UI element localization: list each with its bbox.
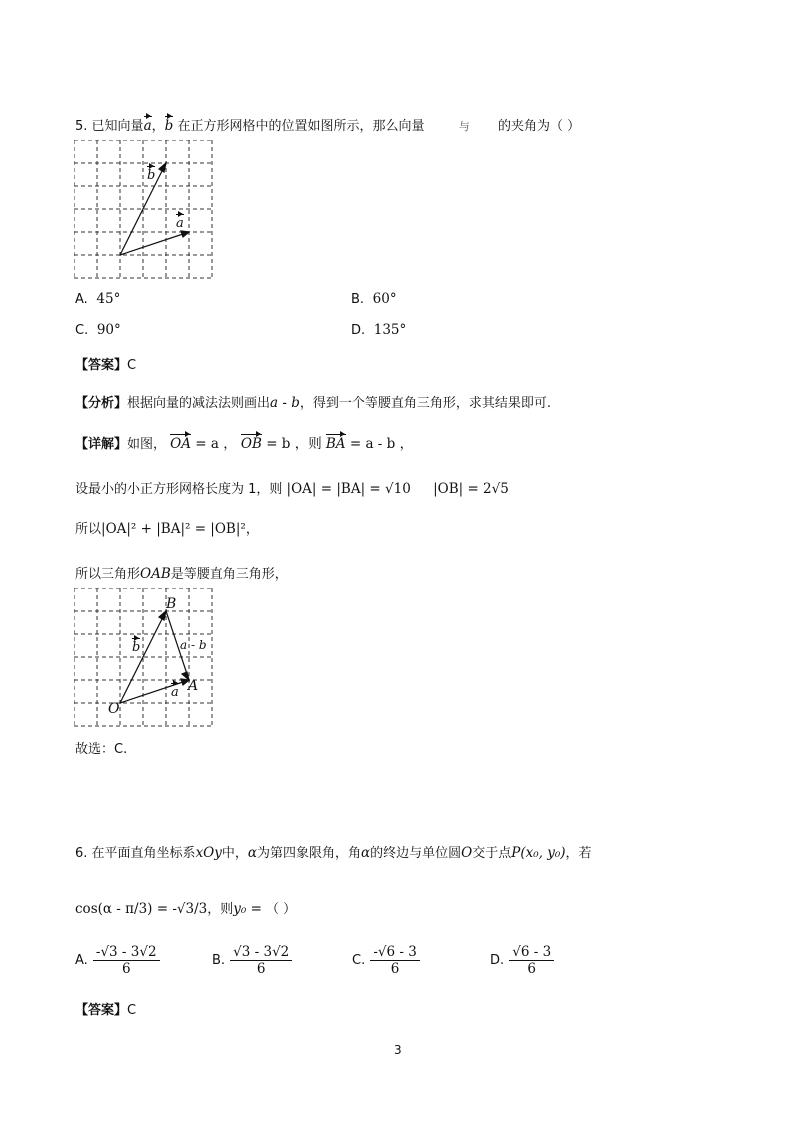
q5-figure-2 xyxy=(74,588,214,728)
q5-conclusion: 故选：C. xyxy=(75,742,128,757)
fig2-label-A: A xyxy=(188,678,199,694)
vector-a: a xyxy=(143,118,152,134)
cos-condition: cos(α - π/3) = -√3/3 xyxy=(75,901,208,917)
q5-stem-part2: 在正方形网格中的位置如图所示，那么向量 xyxy=(177,119,425,134)
fig2-vector-b-arrowhead xyxy=(159,611,166,620)
q5-stem-part1: 已知向量 xyxy=(91,119,144,134)
q6-option-c: C. $\frac{-√6 - 3}{6}$ xyxy=(352,944,420,977)
q5-detail-line2: 设最小的小正方形网格长度为 1，则 |OA| = |BA| = √10 |OB| = 2√5 xyxy=(75,481,509,497)
fig1-label-a: a xyxy=(176,216,184,231)
q5-garbled-char: 与 xyxy=(458,120,470,133)
q6-stem: 6. 在平面直角坐标系xOy中，α为第四象限角，角α的终边与单位圆O交于点P(x₀, y₀)，若 xyxy=(75,845,592,861)
q5-answer: 【答案】C xyxy=(75,358,137,373)
fig1-vector-b-arrowhead xyxy=(159,163,166,172)
vector-b: b xyxy=(164,118,174,134)
fig2-label-a-minus-b: a - b xyxy=(180,638,207,652)
q5-detail-line3: 所以|OA|² + |BA|² = |OB|²， xyxy=(75,521,259,537)
q5-option-c: C. 90° xyxy=(75,322,121,338)
q5-stem: 5. 已知向量a，b 在正方形网格中的位置如图所示，那么向量 与 的夹角为（ ） xyxy=(75,118,581,134)
q5-option-b: B. 60° xyxy=(351,291,397,307)
magnitude-equation-1: |OA| = |BA| = √10 xyxy=(286,481,411,497)
fig2-label-B: B xyxy=(166,596,177,612)
fig1-vector-a-arrowhead xyxy=(181,231,189,237)
q5-figure-1 xyxy=(74,140,214,280)
q6-option-a: A. $\frac{-√3 - 3√2}{6}$ xyxy=(75,944,160,977)
fig2-label-a: a xyxy=(171,685,179,700)
q5-option-d: D. 135° xyxy=(351,322,407,338)
pythagorean-equation: |OA|² + |BA|² = |OB|² xyxy=(101,521,246,537)
q6-option-d: D. $\frac{√6 - 3}{6}$ xyxy=(490,944,554,977)
q5-detail-line1: 【详解】如图， OA = a ， OB = b ，则 BA = a - b ， xyxy=(75,436,414,452)
q5-number: 5. xyxy=(75,119,88,134)
q5-analysis: 【分析】根据向量的减法法则画出a - b，得到一个等腰直角三角形，求其结果即可. xyxy=(75,395,552,411)
fig1-label-b: b xyxy=(147,168,156,183)
q6-option-b: B. $\frac{√3 - 3√2}{6}$ xyxy=(212,944,292,977)
analysis-vector-expression: a - b xyxy=(270,395,300,411)
fig2-label-b: b xyxy=(132,640,141,655)
q6-answer: 【答案】C xyxy=(75,1003,137,1018)
fig2-label-O: O xyxy=(108,701,120,717)
q5-stem-part3: 的夹角为（ ） xyxy=(498,119,581,134)
magnitude-equation-2: |OB| = 2√5 xyxy=(433,481,509,497)
q5-detail-line4: 所以三角形OAB是等腰直角三角形， xyxy=(75,566,288,582)
q5-option-a: A. 45° xyxy=(75,291,121,307)
point-P: P(x₀, y₀) xyxy=(511,845,566,861)
page-number: 3 xyxy=(394,1043,402,1057)
q6-condition: cos(α - π/3) = -√3/3，则y₀ = （ ） xyxy=(75,901,297,917)
